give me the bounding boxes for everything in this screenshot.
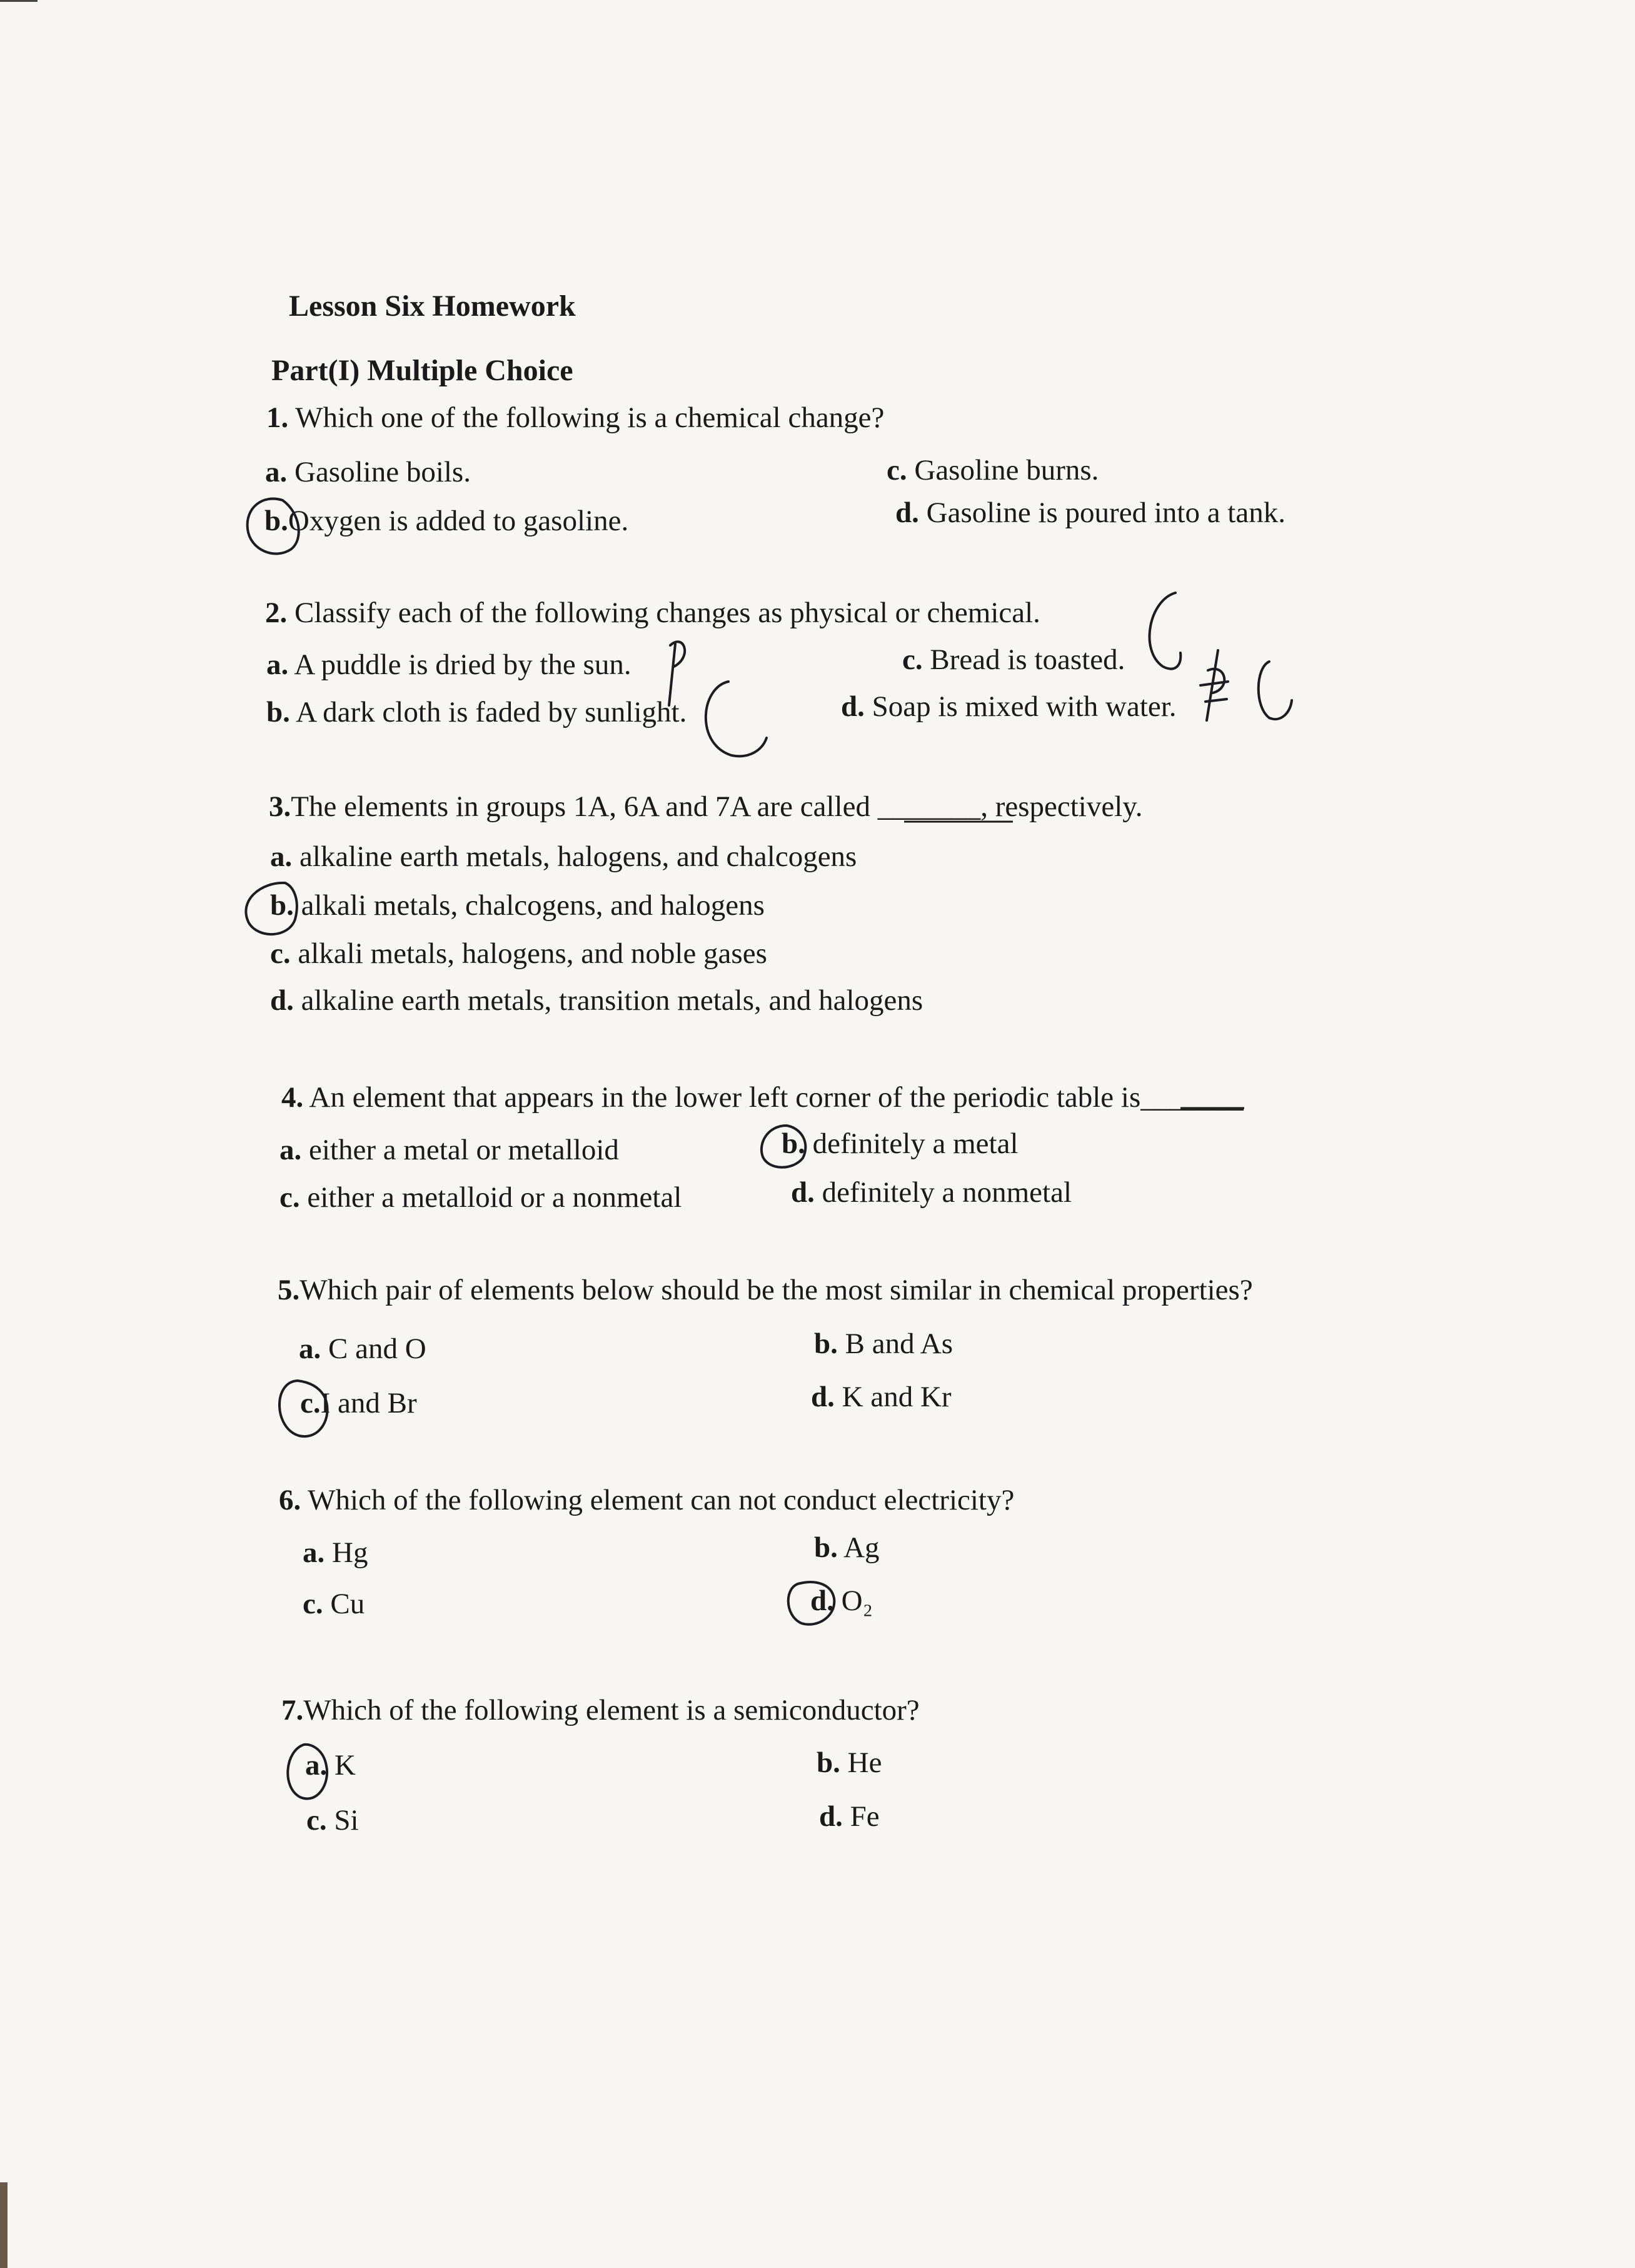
question-text: 4. An element that appears in the lower left corner of the periodic table is_______	[281, 1081, 1244, 1114]
option-b[interactable]: b. alkali metals, chalcogens, and halogens	[270, 889, 765, 922]
option-b[interactable]: b. A dark cloth is faded by sunlight.	[266, 696, 687, 728]
page-title: Lesson Six Homework	[289, 290, 576, 323]
option-a[interactable]: a. A puddle is dried by the sun.	[266, 648, 631, 681]
option-c[interactable]: c. either a metalloid or a nonmetal	[279, 1181, 682, 1214]
option-b[interactable]: b.Oxygen is added to gasoline.	[264, 505, 629, 537]
option-d[interactable]: d. O₂	[810, 1585, 873, 1617]
option-b[interactable]: b. B and As	[814, 1328, 953, 1360]
question-text: 7.Which of the following element is a semiconductor?	[281, 1694, 920, 1726]
question-number: 1. Which one of the following is a chemical change?	[266, 401, 885, 434]
option-b[interactable]: b. Ag	[814, 1531, 880, 1564]
handwritten-c-mark	[1259, 662, 1292, 719]
option-d[interactable]: d. definitely a nonmetal	[791, 1176, 1072, 1209]
option-b[interactable]: b. definitely a metal	[782, 1127, 1019, 1160]
scribble-mark	[1200, 650, 1228, 720]
question-text: 5.Which pair of elements below should be the most similar in chemical properties?	[278, 1274, 1253, 1306]
scan-edge-shadow	[0, 2182, 8, 2268]
question-text: 6. Which of the following element can not conduct electricity?	[279, 1484, 1015, 1516]
option-a[interactable]: a. Hg	[303, 1536, 368, 1569]
option-a[interactable]: a. alkaline earth metals, halogens, and chalcogens	[270, 840, 857, 873]
part-heading: Part(I) Multiple Choice	[271, 354, 573, 387]
option-c[interactable]: c. Bread is toasted.	[902, 643, 1125, 676]
option-b[interactable]: b. He	[817, 1746, 882, 1779]
option-a[interactable]: a. Gasoline boils.	[265, 456, 471, 488]
option-d[interactable]: d. Fe	[819, 1800, 880, 1833]
option-d[interactable]: d. Gasoline is poured into a tank.	[895, 496, 1285, 529]
option-d[interactable]: d. K and Kr	[811, 1381, 952, 1413]
option-c[interactable]: c. alkali metals, halogens, and noble gases	[270, 937, 767, 970]
option-c[interactable]: c. Cu	[303, 1588, 365, 1620]
option-a[interactable]: a. either a metal or metalloid	[279, 1134, 619, 1166]
handwritten-c-mark	[1150, 593, 1181, 669]
option-c[interactable]: c. Gasoline burns.	[887, 454, 1099, 486]
option-d[interactable]: d. Soap is mixed with water.	[841, 690, 1177, 723]
option-c[interactable]: c.I and Br	[300, 1387, 417, 1419]
question-number: 2. Classify each of the following changes as physical or chemical.	[265, 597, 1040, 629]
question-text: 3.The elements in groups 1A, 6A and 7A are called _______, respectively.	[269, 790, 1143, 823]
option-a[interactable]: a. K	[305, 1749, 356, 1782]
handwritten-c-mark	[706, 682, 767, 756]
option-d[interactable]: d. alkaline earth metals, transition metals, and halogens	[270, 984, 923, 1017]
option-a[interactable]: a. C and O	[299, 1333, 426, 1365]
scan-edge-line	[0, 0, 38, 2]
option-c[interactable]: c. Si	[306, 1804, 359, 1837]
